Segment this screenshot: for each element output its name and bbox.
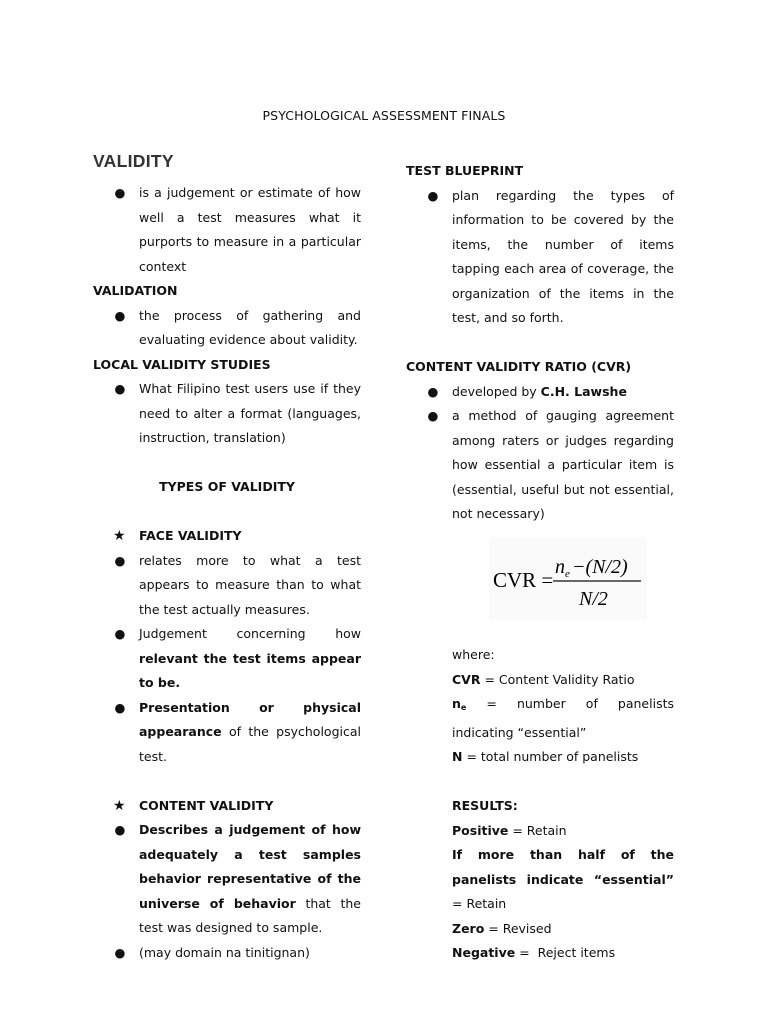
content-validity-list bbox=[93, 818, 361, 965]
bullet-icon: ● bbox=[427, 408, 439, 423]
validation-list bbox=[93, 304, 361, 353]
validity-heading: VALIDITY bbox=[93, 151, 174, 171]
result-negative: Negative = Reject items bbox=[452, 945, 616, 960]
cvr-list bbox=[406, 380, 674, 527]
formula-denominator: N/2 bbox=[579, 587, 608, 610]
bullet-icon: ● bbox=[114, 944, 126, 960]
definition-cvr: CVR = Content Validity Ratio bbox=[452, 671, 635, 687]
bullet-icon: ● bbox=[114, 626, 126, 641]
list-item: ● is a judgement or estimate of how well a test measures what it purports to measure in a particular context bbox=[93, 181, 361, 279]
bullet-icon: ● bbox=[114, 381, 126, 396]
blueprint-list bbox=[406, 184, 674, 331]
left-column bbox=[93, 150, 361, 965]
face-validity-list bbox=[93, 549, 361, 770]
formula-numerator-n: n bbox=[555, 555, 565, 578]
result-more-than-half: If more than half of the panelists indicate “essential” = Retain bbox=[452, 847, 674, 911]
page-title: PSYCHOLOGICAL ASSESSMENT FINALS bbox=[262, 108, 506, 123]
bullet-icon: ● bbox=[427, 187, 439, 203]
result-positive: Positive = Retain bbox=[452, 822, 567, 838]
list-item: ● developed by C.H. Lawshe bbox=[406, 380, 674, 405]
list-item: ● Presentation or physical appearance of the psychological test. bbox=[93, 696, 361, 770]
right-column bbox=[406, 159, 674, 966]
list-item: ● What Filipino test users use if they need to alter a format (languages, instruction, translation) bbox=[93, 377, 361, 451]
face-validity-heading: ★ FACE VALIDITY bbox=[93, 524, 361, 549]
list-item: ● a method of gauging agreement among raters or judges regarding how essential a particular item is (essential, useful but not essential, not necessary) bbox=[406, 404, 674, 527]
results-heading: RESULTS: bbox=[452, 798, 518, 813]
where-label: where: bbox=[452, 647, 495, 662]
list-item: ● Judgement concerning how relevant the test items appear to be. bbox=[93, 622, 361, 696]
bullet-icon: ● bbox=[114, 185, 126, 200]
list-item: ● the process of gathering and evaluating evidence about validity. bbox=[93, 304, 361, 353]
validity-list bbox=[93, 181, 361, 279]
cvr-formula bbox=[489, 537, 647, 621]
list-item: ● relates more to what a test appears to measure than to what the test actually measures. bbox=[93, 549, 361, 623]
local-validity-heading: LOCAL VALIDITY STUDIES bbox=[93, 356, 271, 372]
list-item: ● (may domain na tinitignan) bbox=[93, 941, 361, 966]
types-of-validity-heading: TYPES OF VALIDITY bbox=[159, 479, 295, 494]
star-icon: ★ bbox=[113, 528, 126, 544]
star-icon: ★ bbox=[113, 797, 126, 814]
list-item: ● plan regarding the types of information to be covered by the items, the number of items tapping each area of coverage, the organization of the items in the test, and so forth. bbox=[406, 184, 674, 331]
formula-numerator-rest: −(N/2) bbox=[572, 555, 628, 578]
definition-ne: $n_e$ = number of panelists indicating “essential” bbox=[452, 696, 674, 740]
bullet-icon: ● bbox=[114, 552, 126, 568]
list-item: ● Describes a judgement of how adequately a test samples behavior representative of the universe of behavior that the test was designed to sample. bbox=[93, 818, 361, 941]
test-blueprint-heading: TEST BLUEPRINT bbox=[406, 163, 524, 178]
bullet-icon: ● bbox=[114, 699, 126, 715]
bullet-icon: ● bbox=[114, 822, 126, 837]
result-zero: Zero = Revised bbox=[452, 920, 552, 936]
bullet-icon: ● bbox=[114, 307, 126, 323]
formula-lhs: CVR = bbox=[493, 567, 554, 592]
local-validity-list bbox=[93, 377, 361, 451]
content-validity-heading: ★ CONTENT VALIDITY bbox=[93, 794, 361, 819]
formula-numerator-sub: e bbox=[565, 567, 570, 580]
bullet-icon: ● bbox=[427, 383, 439, 399]
cvr-heading: CONTENT VALIDITY RATIO (CVR) bbox=[406, 359, 632, 374]
definition-n: N = total number of panelists bbox=[452, 749, 639, 764]
validation-heading: VALIDATION bbox=[93, 283, 178, 298]
